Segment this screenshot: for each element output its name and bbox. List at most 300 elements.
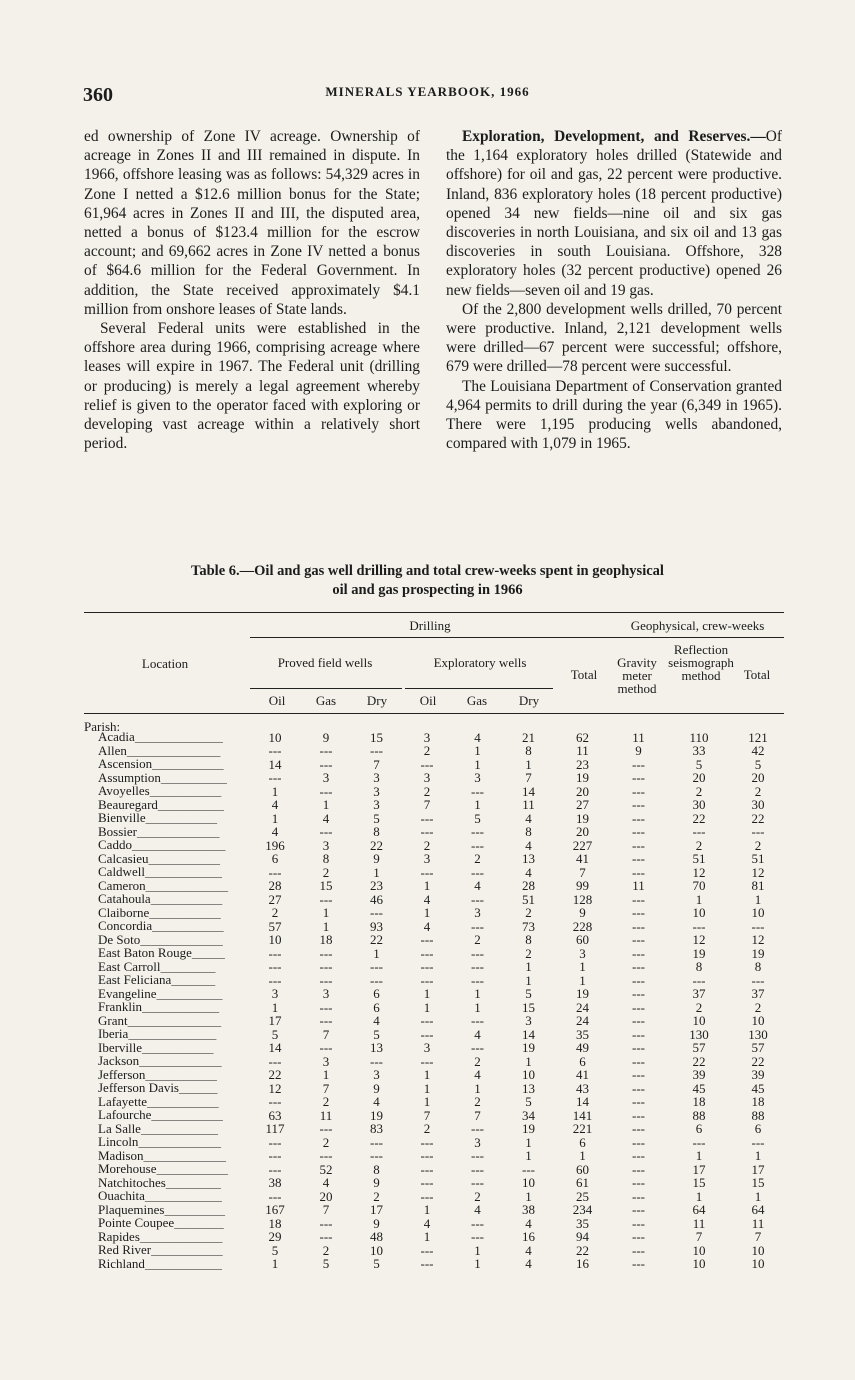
table-cell: 7 (322, 1082, 330, 1096)
table-cell: 5 (695, 758, 703, 772)
table-cell: 5 (474, 812, 481, 826)
table-cell: --- (632, 1203, 645, 1217)
table-cell: 99 (576, 879, 589, 893)
table-cell: --- (319, 1001, 333, 1015)
table-cell: 3 (373, 798, 380, 812)
table-cell: 7 (754, 1230, 762, 1244)
table-cell: --- (632, 933, 645, 947)
table-cell: 24 (576, 1001, 589, 1015)
table-cell: 2 (322, 1136, 330, 1150)
table-cell: --- (471, 947, 484, 961)
table-cell: 3 (322, 1055, 330, 1069)
table-cell: 6 (579, 1136, 586, 1150)
row-label: Bienville_____________ (98, 812, 218, 825)
table-cell: 1 (579, 974, 586, 988)
row-label: Natchitoches__________ (98, 1176, 221, 1190)
table-cell: 4 (271, 825, 279, 839)
table-row (84, 731, 784, 745)
table-cell: 83 (370, 1122, 383, 1136)
table-cell: 19 (576, 987, 589, 1001)
table-cell: 2 (525, 906, 532, 920)
table-cell: --- (420, 1190, 434, 1204)
table-cell: --- (692, 920, 706, 934)
table-cell: --- (632, 1122, 645, 1136)
row-label: Red River_____________ (98, 1244, 223, 1257)
table-cell: 1 (474, 798, 481, 812)
table-cell: 9 (373, 1217, 380, 1231)
table-cell: --- (370, 906, 383, 920)
table-cell: 10 (692, 1014, 706, 1028)
table-cell: 17 (268, 1014, 282, 1028)
table-cell: --- (420, 1028, 434, 1042)
page-number: 360 (83, 84, 113, 106)
table-cell: --- (632, 906, 645, 920)
row-label: Bossier_______________ (98, 825, 220, 839)
table-cell: 4 (423, 920, 431, 934)
table-cell: --- (632, 1244, 645, 1258)
table-body (84, 731, 784, 1271)
table-cell: --- (420, 960, 434, 974)
table-cell: 2 (474, 1095, 481, 1109)
table-cell: 4 (474, 1028, 481, 1042)
table-cell: 28 (268, 879, 282, 893)
table-cell: 1 (271, 785, 279, 799)
row-label: Lafourche_____________ (98, 1109, 223, 1122)
table-cell: 20 (319, 1190, 333, 1204)
leader-dots: _______________ (138, 1137, 221, 1149)
row-label: Grant_________________ (98, 1014, 222, 1028)
header-rule (250, 688, 402, 689)
table-cell: --- (471, 1149, 484, 1163)
table-cell: 5 (373, 1028, 380, 1042)
leader-dots: ______________ (144, 867, 222, 879)
row-label: Lafayette_____________ (98, 1095, 219, 1109)
table-cell: 61 (576, 1176, 589, 1190)
table-cell: --- (522, 1163, 535, 1177)
table-cell: 22 (370, 933, 383, 947)
caption-line: oil and gas prospecting in 1966 (332, 582, 523, 598)
table-row (84, 920, 784, 934)
header-gravity: Gravity meter method (617, 655, 657, 696)
table-cell: 13 (522, 1082, 535, 1096)
table-cell: --- (420, 825, 434, 839)
table-cell: 94 (576, 1230, 589, 1244)
table-row (84, 1055, 784, 1069)
table-cell: 6 (271, 852, 279, 866)
table-cell: --- (471, 1163, 484, 1177)
table-cell: 1 (322, 798, 330, 812)
leader-dots: ________________ (134, 732, 223, 744)
table-cell: --- (692, 1136, 706, 1150)
table-cell: 38 (268, 1176, 282, 1190)
leader-dots: ______________ (144, 1258, 222, 1271)
table-cell: 1 (423, 1203, 431, 1217)
table-cell: 60 (576, 933, 589, 947)
table-cell: 1 (322, 906, 330, 920)
table-cell: --- (632, 866, 645, 880)
table-cell: 2 (754, 839, 762, 853)
table-cell: 52 (319, 1163, 333, 1177)
table-cell: 37 (692, 987, 706, 1001)
table-cell: 1 (474, 1001, 481, 1015)
table-cell: --- (268, 1163, 282, 1177)
table-cell: 2 (474, 1055, 481, 1069)
table-cell: 234 (572, 1203, 593, 1217)
table-cell: 46 (370, 893, 383, 907)
table-cell: 48 (370, 1230, 383, 1244)
table-cell: 12 (692, 866, 706, 880)
row-label: Ascension_____________ (98, 758, 224, 771)
table-cell: --- (632, 1028, 645, 1042)
table-cell: 25 (576, 1190, 589, 1204)
table-cell: 117 (265, 1122, 285, 1136)
table-cell: 17 (751, 1163, 765, 1177)
table-cell: 18 (692, 1095, 706, 1109)
table-cell: 81 (751, 879, 765, 893)
table-cell: 3 (525, 1014, 532, 1028)
table-cell: 18 (751, 1095, 765, 1109)
table-cell: 4 (423, 1217, 431, 1231)
table-cell: 16 (522, 1230, 535, 1244)
table-cell: 34 (522, 1109, 535, 1123)
table-cell: 5 (754, 758, 762, 772)
table-cell: --- (632, 1176, 645, 1190)
table-cell: 19 (576, 812, 589, 826)
table-cell: --- (632, 987, 645, 1001)
table-cell: --- (632, 1257, 645, 1271)
leader-dots: ______________ (142, 1002, 220, 1014)
table-row (84, 934, 784, 948)
leader-dots: _____________ (152, 759, 224, 771)
table-cell: 10 (268, 933, 282, 947)
table-cell: --- (420, 1176, 434, 1190)
table-cell: 17 (692, 1163, 706, 1177)
table-row (84, 826, 784, 840)
table-cell: 6 (373, 1001, 380, 1015)
table-cell: 1 (271, 1001, 279, 1015)
paragraph-text: Of the 1,164 exploratory holes drilled (Statewide and offshore) for oil and gas, 22 percent were productive. Inland, 836 exploratory holes (18 percent productive) opened 34 new fields—nine oil and six gas discoveries in north Louisiana, and six oil and 13 gas discoveries in south Louisiana. Offshore, 328 exploratory holes (32 percent productive) opened 26 new fields—seven oil and 19 gas. (446, 128, 782, 299)
table-row (84, 839, 784, 853)
table-cell: --- (319, 758, 333, 772)
leader-dots: _________________ (126, 745, 221, 758)
table-cell: 11 (522, 798, 535, 812)
paragraph: ed ownership of Zone IV acreage. Ownership of acreage in Zones II and III remained in dispute. In 1966, offshore leasing was as follows: 54,329 acres in Zone I netted a $12.6 million bonus for the State; 61,964 acres in Zones II and III, the disputed area, netted a bonus of $123.4 million for the escrow account; and 69,662 acres in Zone IV netted a bonus of $64.6 million for the Federal Government. In addition, the State received approximately $4.1 million from onshore leases of State lands. (84, 128, 420, 318)
table-cell: 1 (525, 1149, 532, 1163)
table-cell: 1 (271, 812, 279, 826)
table-cell: 22 (692, 1055, 706, 1069)
table-cell: 63 (268, 1109, 282, 1123)
table-cell: 7 (579, 866, 586, 880)
table-cell: 12 (751, 866, 765, 880)
table-cell: --- (632, 1082, 645, 1096)
table-row (84, 893, 784, 907)
table-cell: 28 (522, 879, 535, 893)
leader-dots: _____________ (149, 907, 221, 920)
table-cell: 6 (373, 987, 380, 1001)
table-cell: 3 (373, 785, 380, 799)
table-cell: 4 (474, 731, 481, 745)
table-cell: 2 (525, 947, 532, 961)
table-cell: --- (471, 893, 484, 907)
table-cell: 20 (751, 771, 765, 785)
leader-dots: _________________ (127, 1015, 222, 1028)
table-cell: 11 (319, 1109, 333, 1123)
table-cell: --- (420, 1257, 434, 1271)
table-cell: 7 (322, 1203, 330, 1217)
row-label: Richland______________ (98, 1257, 222, 1271)
table-cell: 19 (522, 1122, 535, 1136)
table-cell: 8 (525, 825, 532, 839)
table-cell: 15 (370, 731, 383, 745)
table-cell: 88 (751, 1109, 765, 1123)
table-cell: 9 (635, 744, 642, 758)
table-cell: 1 (322, 1068, 330, 1082)
table-cell: 5 (525, 1095, 532, 1109)
table-cell: 4 (322, 812, 330, 826)
table-cell: --- (632, 947, 645, 961)
table-caption (100, 562, 755, 600)
table-cell: --- (632, 960, 645, 974)
table-row (84, 880, 784, 894)
row-label: East Feliciana________ (98, 974, 216, 987)
table-cell: --- (751, 920, 765, 934)
leader-dots: ____________ (160, 772, 227, 785)
table-cell: 4 (373, 1095, 380, 1109)
row-label: Cameron_______________ (98, 879, 229, 893)
table-top-rule (84, 612, 784, 613)
table-cell: 43 (576, 1082, 589, 1096)
table-row (84, 812, 784, 826)
table-cell: 10 (692, 1257, 706, 1271)
table-cell: --- (319, 825, 333, 839)
table-cell: 10 (692, 1244, 706, 1258)
table-cell: 7 (373, 758, 380, 772)
table-cell: 4 (373, 1014, 380, 1028)
table-cell: 45 (751, 1082, 765, 1096)
paragraph: The Louisiana Department of Conservation granted 4,964 permits to drill during the year (6,349 in 1965). There were 1,195 producing wells abandoned, compared with 1,079 in 1965. (446, 377, 782, 453)
table-cell: 2 (695, 785, 703, 799)
table-cell: 1 (754, 893, 762, 907)
table-cell: --- (471, 1230, 484, 1244)
leader-dots: ________ (171, 975, 216, 987)
table-cell: --- (268, 1136, 282, 1150)
leader-dots: _____________ (151, 1245, 223, 1257)
table-cell: --- (471, 1217, 484, 1231)
table-cell: 20 (576, 785, 589, 799)
table-cell: 5 (525, 987, 532, 1001)
row-label: Madison_______________ (98, 1149, 226, 1163)
header-geophysical: Geophysical, crew-weeks (630, 618, 765, 633)
table-cell: --- (632, 1163, 645, 1177)
table-cell: --- (420, 974, 434, 988)
table-cell: --- (632, 1230, 645, 1244)
data-table (84, 731, 784, 1271)
table-cell: 8 (373, 1163, 380, 1177)
table-cell: --- (420, 1163, 434, 1177)
table-cell: --- (370, 1136, 383, 1150)
table-cell: --- (268, 866, 282, 880)
table-cell: 51 (692, 852, 706, 866)
table-cell: 13 (522, 852, 535, 866)
table-row (84, 1096, 784, 1110)
row-label: East Baton Rouge______ (98, 947, 225, 960)
table-cell: --- (471, 1014, 484, 1028)
table-cell: 10 (751, 1014, 765, 1028)
table-row (84, 1015, 784, 1029)
header-rule (250, 637, 784, 638)
table-cell: 14 (268, 758, 282, 772)
table-cell: --- (268, 1190, 282, 1204)
table-row (84, 1150, 784, 1164)
table-cell: --- (471, 1041, 484, 1055)
table-cell: --- (319, 785, 333, 799)
table-cell: 1 (474, 1257, 481, 1271)
table-cell: --- (471, 974, 484, 988)
header-total: Total (570, 667, 598, 682)
table-row (84, 1136, 784, 1150)
table-row (84, 907, 784, 921)
table-cell: 3 (373, 1068, 380, 1082)
table-row (84, 1177, 784, 1191)
table-cell: --- (268, 960, 282, 974)
table-cell: 128 (572, 893, 593, 907)
table-row (84, 961, 784, 975)
table-cell: 6 (579, 1055, 586, 1069)
table-cell: 9 (579, 906, 586, 920)
table-cell: 1 (579, 1149, 586, 1163)
table-cell: 22 (751, 812, 765, 826)
table-cell: 130 (748, 1028, 768, 1042)
table-cell: --- (751, 825, 765, 839)
table-cell: --- (632, 785, 645, 799)
table-cell: 7 (525, 771, 532, 785)
table-cell: 141 (572, 1109, 593, 1123)
table-cell: 13 (370, 1041, 383, 1055)
row-label: Jefferson_____________ (98, 1068, 217, 1082)
row-label: De Soto_______________ (98, 933, 223, 947)
table-cell: 3 (322, 839, 330, 853)
left-column (84, 127, 420, 453)
table-cell: 7 (322, 1028, 330, 1042)
table-cell: 39 (751, 1068, 765, 1082)
table-row (84, 1001, 784, 1015)
table-cell: --- (319, 1230, 333, 1244)
row-label: Lincoln_______________ (98, 1136, 221, 1149)
table-cell: --- (632, 852, 645, 866)
table-row (84, 785, 784, 799)
table-cell: 4 (474, 879, 481, 893)
table-cell: --- (692, 825, 706, 839)
table-cell: --- (319, 1149, 333, 1163)
table-cell: 27 (576, 798, 589, 812)
table-cell: 4 (525, 1244, 532, 1258)
table-cell: --- (471, 1176, 484, 1190)
leader-dots: _______________ (140, 934, 223, 947)
table-cell: --- (751, 1136, 765, 1150)
table-cell: 1 (474, 987, 481, 1001)
table-cell: 14 (576, 1095, 589, 1109)
header-drilling: Drilling (409, 618, 451, 633)
row-label: Beauregard____________ (98, 798, 224, 812)
table-cell: --- (471, 866, 484, 880)
table-cell: 38 (522, 1203, 535, 1217)
table-row (84, 1123, 784, 1137)
table-cell: --- (319, 1014, 333, 1028)
table-cell: 64 (692, 1203, 706, 1217)
table-cell: 2 (322, 866, 330, 880)
table-cell: 93 (370, 920, 383, 934)
table-cell: --- (632, 920, 645, 934)
table-cell: --- (370, 960, 383, 974)
table-cell: 57 (692, 1041, 706, 1055)
table-row (84, 1204, 784, 1218)
header-oil: Oil (268, 693, 286, 708)
row-label: Franklin______________ (98, 1001, 220, 1014)
table-cell: 4 (474, 1068, 481, 1082)
leader-dots: _____________ (145, 813, 218, 825)
table-cell: 5 (373, 812, 380, 826)
table-cell: --- (420, 947, 434, 961)
table-cell: 3 (474, 771, 481, 785)
table-cell: 1 (423, 1068, 431, 1082)
table-cell: --- (471, 839, 484, 853)
table-cell: 10 (751, 1257, 765, 1271)
table-cell: 1 (579, 960, 586, 974)
table-cell: --- (319, 744, 333, 758)
table-cell: 15 (692, 1176, 706, 1190)
table-cell: 49 (576, 1041, 589, 1055)
table-cell: --- (632, 771, 645, 785)
header-dry: Dry (366, 693, 388, 708)
table-cell: --- (268, 771, 282, 785)
table-cell: --- (471, 960, 484, 974)
row-label: Morehouse_____________ (98, 1163, 228, 1176)
table-cell: 2 (322, 1095, 330, 1109)
table-cell: 130 (689, 1028, 709, 1042)
table-cell: --- (420, 1055, 434, 1069)
table-cell: 4 (423, 893, 431, 907)
table-cell: 196 (265, 839, 285, 853)
table-cell: 14 (268, 1041, 282, 1055)
table-cell: --- (632, 1136, 645, 1150)
table-cell: 22 (751, 1055, 765, 1069)
leader-dots: _____________ (156, 1164, 228, 1176)
row-label: Rapides_______________ (98, 1230, 223, 1244)
table-cell: --- (319, 974, 333, 988)
header-gas: Gas (466, 693, 488, 708)
table-cell: 1 (474, 1082, 481, 1096)
table-cell: --- (632, 758, 645, 772)
table-row (84, 1109, 784, 1123)
table-cell: --- (632, 1095, 645, 1109)
table-cell: --- (319, 947, 333, 961)
table-cell: 121 (748, 731, 768, 745)
table-row (84, 772, 784, 786)
table-cell: 1 (423, 906, 431, 920)
leader-dots: ______________ (144, 1191, 222, 1203)
table-cell: --- (268, 1095, 282, 1109)
table-cell: 22 (692, 812, 706, 826)
table-cell: --- (420, 1149, 434, 1163)
row-label: Jackson_______________ (98, 1055, 222, 1068)
table-cell: --- (268, 974, 282, 988)
paragraph (446, 127, 782, 300)
table-cell: 7 (474, 1109, 481, 1123)
table-cell: --- (632, 839, 645, 853)
table-cell: 24 (576, 1014, 589, 1028)
table-cell: 11 (692, 1217, 706, 1231)
table-cell: 11 (576, 744, 589, 758)
